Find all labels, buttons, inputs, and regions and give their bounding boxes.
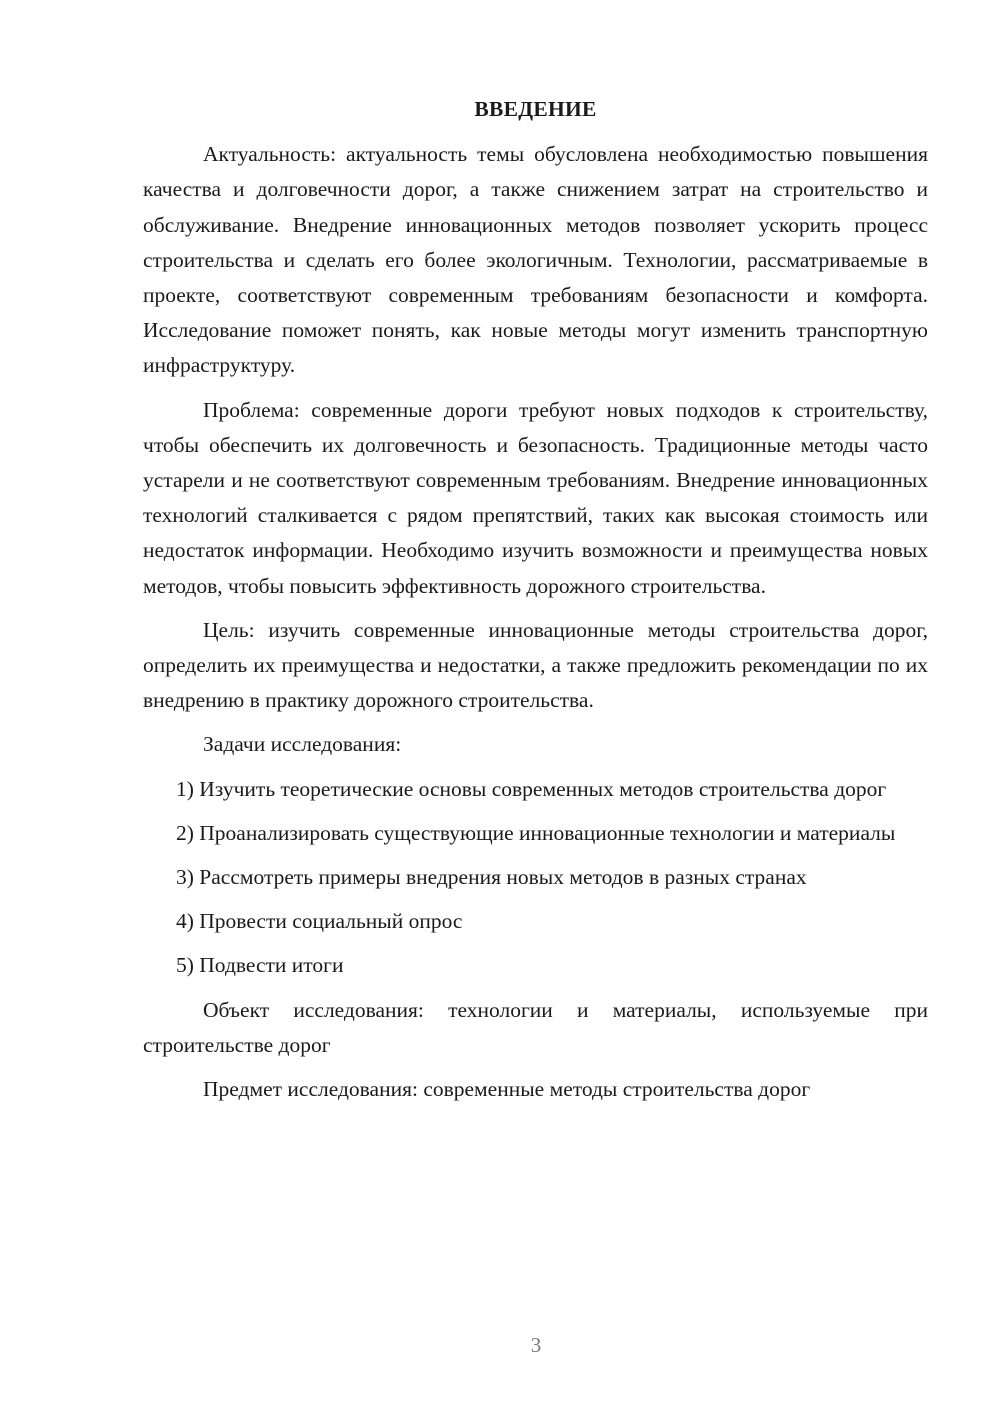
task-item-1: 1) Изучить теоретические основы современных методов строительства дорог bbox=[176, 776, 887, 801]
paragraph-subject: Предмет исследования: современные методы строительства дорог bbox=[203, 1077, 811, 1102]
page-title: ВВЕДЕНИЕ bbox=[474, 97, 597, 121]
paragraph-goal: Цель: изучить современные инновационные методы строительства дорог, определить их преимущества и недостатки, а также предложить рекомендации по их внедрению в практику дорожного строительства. bbox=[143, 617, 928, 713]
paragraph-object: Объект исследования: технологии и материалы, используемые при строительстве дорог bbox=[143, 997, 928, 1057]
task-item-4: 4) Провести социальный опрос bbox=[176, 909, 463, 934]
tasks-title: Задачи исследования: bbox=[203, 732, 402, 757]
paragraph-problem: Проблема: современные дороги требуют новых подходов к строительству, чтобы обеспечить их долговечность и безопасность. Традиционные методы часто устарели и не соответствуют современным требованиям. Внедрение инновационных технологий сталкивается с рядом препятствий, таких как высокая стоимость или недостаток информации. Необходимо изучить возможности и преимущества новых методов, чтобы повысить эффективность дорожного строительства. bbox=[143, 397, 928, 598]
task-item-2: 2) Проанализировать существующие инновационные технологии и материалы bbox=[176, 820, 896, 845]
paragraph-relevance: Актуальность: актуальность темы обусловлена необходимостью повышения качества и долговечности дорог, а также снижением затрат на строительство и обслуживание. Внедрение инновационных методов позволяет ускорить процесс строительства и сделать его более экологичным. Технологии, рассматриваемые в проекте, соответствуют современным требованиям безопасности и комфорта. Исследование поможет понять, как новые методы могут изменить транспортную инфраструктуру. bbox=[143, 142, 928, 378]
page-number: 3 bbox=[530, 1333, 542, 1357]
task-item-5: 5) Подвести итоги bbox=[176, 953, 344, 978]
page-content bbox=[143, 92, 928, 1116]
task-item-3: 3) Рассмотреть примеры внедрения новых методов в разных странах bbox=[176, 865, 807, 890]
